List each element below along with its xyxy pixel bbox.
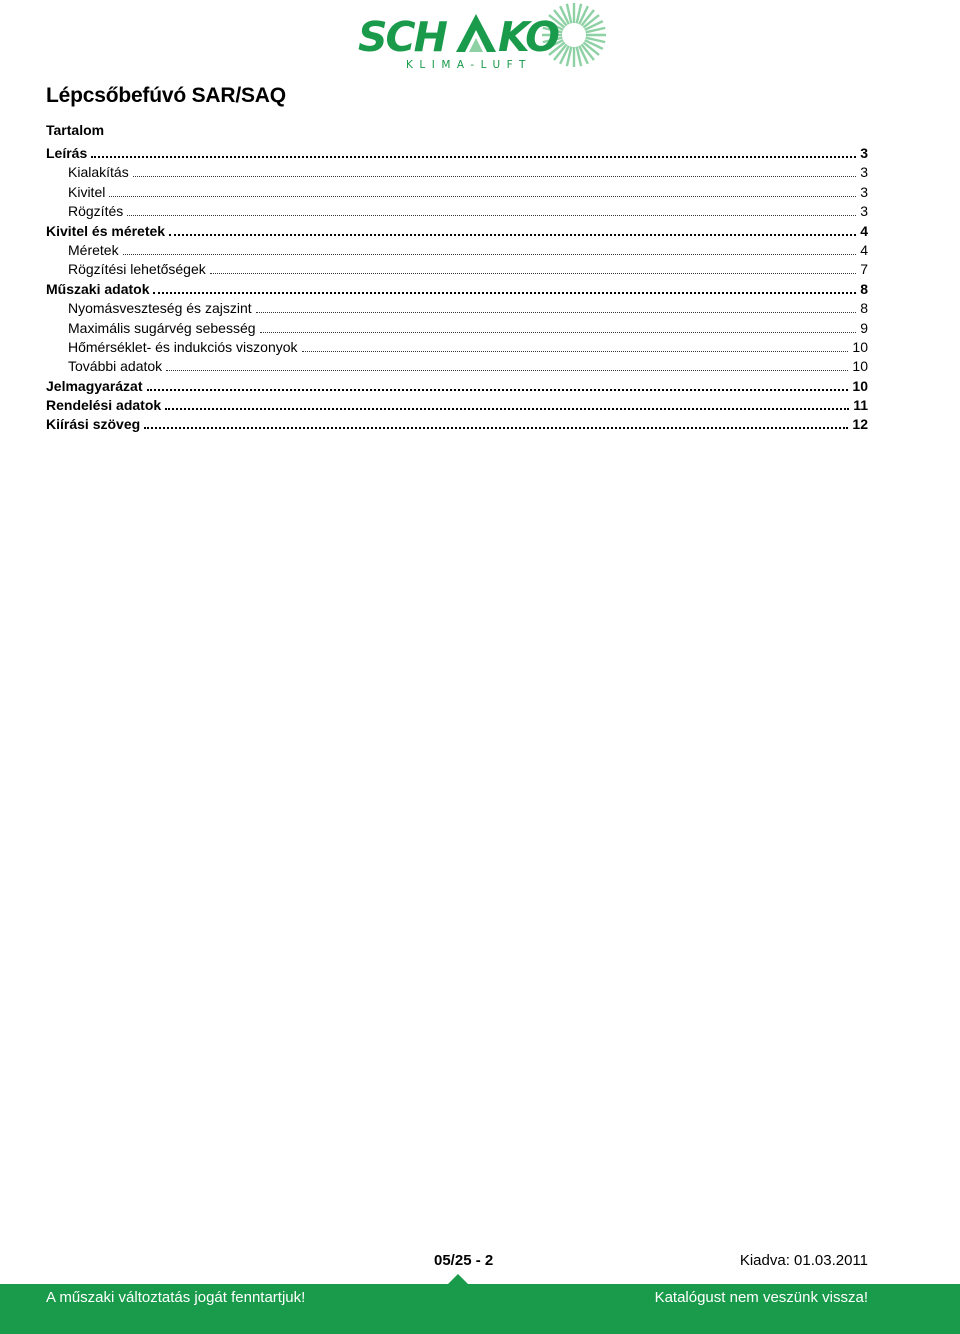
toc-entry[interactable] [46,415,868,434]
toc-dot-leader [256,310,857,313]
toc-entry-page: 3 [860,145,868,161]
toc-dot-leader [123,252,857,255]
page-number: 05/25 - 2 [434,1252,494,1269]
toc-dot-leader [165,406,849,410]
toc-entry-page: 10 [852,377,868,394]
toc-dot-leader [260,330,857,333]
toc-entry-label: Kialakítás [68,164,129,181]
svg-text:SCH: SCH [358,13,446,61]
toc-dot-leader [153,290,856,294]
toc-entry-page: 3 [860,203,868,220]
toc-entry-page: 12 [852,416,868,433]
toc-entry-page: 4 [860,222,868,239]
toc-dot-leader [133,174,857,177]
toc-entry-page: 3 [860,164,868,181]
toc-entry-page: 10 [852,358,868,375]
toc-entry[interactable] [46,377,868,396]
toc-entry[interactable] [46,202,868,221]
toc-entry-label: Maximális sugárvég sebesség [68,319,256,336]
toc-entry-page: 9 [860,319,868,336]
document-title: Lépcsőbefúvó SAR/SAQ [46,84,286,107]
schako-logo [356,2,606,72]
toc-entry[interactable] [46,319,868,338]
toc-entry[interactable] [46,260,868,279]
toc-entry-page: 3 [860,183,868,200]
footer-left-notice: A műszaki változtatás jogát fenntartjuk! [46,1289,306,1306]
toc-entry-page: 10 [852,338,868,355]
toc-entry[interactable] [46,241,868,260]
toc-entry-page: 8 [860,300,868,317]
toc-entry-label: Nyomásveszteség és zajszint [68,300,252,317]
toc-entry-label: Leírás [46,145,88,161]
toc-entry[interactable] [46,222,868,241]
toc-entry-label: Jelmagyarázat [46,377,143,394]
toc-dot-leader [302,349,849,352]
toc-entry-label: Kiírási szöveg [46,416,141,433]
toc-dot-leader [166,368,848,371]
toc-entry-label: Műszaki adatok [46,280,150,297]
toc-dot-leader [144,425,848,429]
toc-entry-label: Kivitel [68,183,106,200]
toc-entry[interactable] [46,280,868,299]
toc-dot-leader [91,154,856,158]
toc-dot-leader [109,194,856,197]
toc-entry-label: További adatok [68,358,163,375]
toc-entry[interactable] [46,338,868,357]
edition-date: Kiadva: 01.03.2011 [739,1252,868,1269]
toc-dot-leader [169,232,856,236]
toc-dot-leader [147,387,849,391]
toc-entry-page: 8 [860,280,868,297]
toc-entry-label: Kivitel és méretek [46,222,166,239]
toc-dot-leader [127,213,856,216]
toc-dot-leader [210,271,856,274]
toc-entry[interactable] [46,144,868,163]
toc-entry[interactable] [46,299,868,318]
toc-entry[interactable] [46,357,868,376]
footer-right-notice: Katalógust nem veszünk vissza! [654,1289,868,1306]
toc-entry-label: Hőmérséklet- és indukciós viszonyok [68,338,298,355]
svg-text:KLIMA-LUFT: KLIMA-LUFT [406,59,532,71]
toc-entry[interactable] [46,183,868,202]
toc-heading: Tartalom [46,122,105,138]
toc-entry-page: 7 [860,261,868,278]
toc-entry-label: Méretek [68,241,119,258]
toc-entry-label: Rögzítés [68,203,124,220]
schako-logo-graphic [356,2,606,72]
toc-entry[interactable] [46,163,868,182]
toc-entry-page: 4 [860,241,868,258]
toc-entry[interactable] [46,396,868,415]
toc-entry-label: Rendelési adatok [46,397,162,414]
svg-text:KO: KO [498,13,559,61]
table-of-contents [46,144,868,435]
toc-entry-label: Rögzítési lehetőségek [68,261,206,278]
toc-entry-page: 11 [853,397,868,414]
